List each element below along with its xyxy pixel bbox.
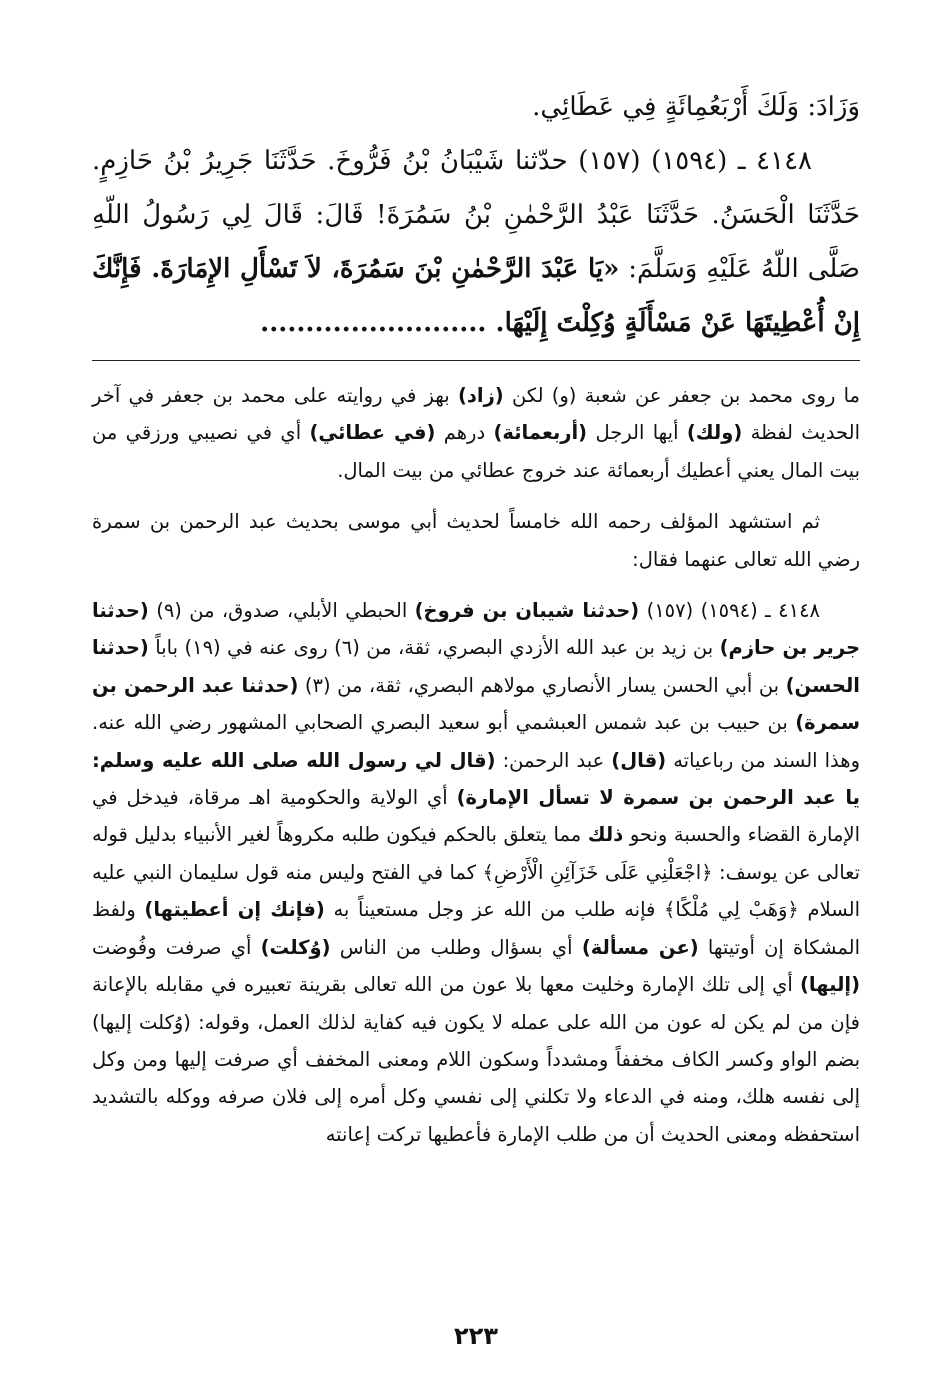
commentary-text-run: أي صرفت وفُوضت	[92, 935, 261, 959]
commentary-text-run: بن حبيب بن عبد شمس العبشمي أبو سعيد البصري الصحابي المشهور رضي الله عنه. وهذا السند من رباعياته	[92, 711, 860, 772]
commentary-bold-run: (عن مسألة)	[581, 935, 699, 959]
footnote-divider	[92, 360, 860, 361]
commentary-bold-run: (حدثنا عبد الرحمن بن سمرة)	[92, 673, 860, 735]
commentary-bold-run: (زاد)	[457, 384, 504, 407]
commentary-bold-run: (حدثنا شيبان بن فروخ)	[414, 599, 640, 623]
commentary-text-run: بن أبي الحسن يسار الأنصاري مولاهم البصري، ثقة، من (٣)	[298, 673, 786, 697]
hadith-chain-text: ٤١٤٨ ـ (١٥٩٤) (١٥٧) حدّثنا شَيْبَانُ بْنُ فَرُّوخَ. حَدَّثَنَا جَرِيرُ بْنُ حَازِمٍ. حَدَّثَنَا الْحَسَنُ. حَدَّثَنَا عَبْدُ الرَّحْمٰنِ بْنُ سَمُرَةَ! قَالَ: قَالَ لِي رَسُولُ اللّهِ صَلَّى اللّهُ عَلَيْهِ وَسَلَّمَ:	[92, 146, 860, 284]
page-number: ٢٢٣	[454, 1322, 498, 1350]
hadith-prophetic-saying: «يَا عَبْدَ الرَّحْمٰنِ بْنَ سَمُرَةَ، لاَ تَسْأَلِ الإِمَارَةَ. فَإِنَّكَ إِنْ أُعْطِيتَهَا عَنْ مَسْأَلَةٍ وُكِلْتَ إِلَيْهَا. .........................	[92, 254, 860, 338]
commentary-bold-run: (حدثنا الحسن)	[92, 636, 860, 697]
hadith-matn	[92, 80, 860, 350]
commentary-text-run: ثم استشهد المؤلف رحمه الله خامساً لحديث أبي موسى بحديث عبد الرحمن بن سمرة رضي الله تعالى عنهما فقال:	[92, 510, 860, 571]
commentary-text-run: درهم	[435, 421, 494, 445]
commentary-text-run: مما يتعلق بالحكم فيكون طلبه مكروهاً لغير الأنبياء بدليل قوله تعالى عن يوسف: ﴿اجْعَلْنِي عَلَى خَزَآئِنِ الْأَرْضِ﴾ كما في الفتح وليس منه قول سليمان النبي عليه السلام ﴿وَهَبْ لِي مُلْكًا﴾ فإنه طلب من الله عز وجل مستعيناً به	[92, 823, 860, 922]
commentary-text-run: ولفظ المشكاة إن أوتيتها	[92, 898, 861, 959]
commentary-text-run: عبد الرحمن:	[495, 748, 612, 772]
commentary-text-run: أي إلى تلك الإمارة وخليت معها بلا عون من الله تعالى بقرينة تعبيره في مقابله بالإعانة فإن من لم يكن له عون من الله على عمله لا يكون فيه كفاية لذلك العمل، وقوله: (وُكلت إليها) بضم الواو وكسر الكاف مخففاً ومشدداً وسكون اللام ومعنى المخفف أي صرفت إليها ومن وكل إلى نفسه هلك، ومنه في الدعاء ولا تكلني إلى نفسي وكل أمره إلى فلان صرفه ووكله بالتشديد استحفظه ومعنى الحديث أن من طلب الإمارة فأعطيها تركت إعانته	[92, 973, 860, 1146]
hadith-text-block	[92, 80, 860, 350]
commentary-bold-run: (قال لي رسول الله صلى الله عليه وسلم: يا عبد الرحمن بن سمرة لا تسأل الإمارة)	[92, 748, 860, 810]
commentary-bold-run: (حدثنا جرير بن حازم)	[92, 599, 861, 660]
commentary-bold-run: (إليها)	[800, 973, 860, 997]
commentary-paragraph-2	[92, 503, 860, 578]
commentary-text-run: أي بسؤال وطلب من الناس	[330, 935, 582, 959]
commentary-paragraph-1	[92, 377, 860, 489]
commentary-text-run: بهز في روايته على محمد بن جعفر في آخر الحديث لفظة	[92, 384, 861, 445]
commentary-paragraph-3	[92, 592, 860, 1153]
commentary-text-run: ٤١٤٨ ـ (١٥٩٤) (١٥٧)	[639, 599, 821, 623]
commentary-bold-run: (في عطائي)	[309, 421, 436, 445]
commentary-text-run: أي في نصيبي ورزقي من بيت المال يعني أعطيك أربعمائة عند خروج عطائي من بيت المال.	[92, 421, 860, 482]
commentary-text-run: أيها الرجل	[587, 421, 687, 445]
commentary-text-run: الحبطي الأبلي، صدوق، من (٩)	[148, 599, 415, 623]
commentary-bold-run: (وُكلت)	[260, 935, 331, 959]
hadith-paragraph	[92, 134, 860, 350]
commentary-bold-run: (أربعمائة)	[493, 421, 588, 445]
commentary-text-run: أي الولاية والحكومية اهـ مرقاة، فيدخل في الإمارة القضاء والحسبة ونحو	[92, 786, 860, 847]
commentary-bold-run: (قال)	[611, 748, 667, 772]
commentary-text-run: بن زيد بن عبد الله الأزدي البصري، ثقة، من (٦) روى عنه في (١٩) باباً	[148, 636, 720, 660]
commentary-bold-run: (ولك)	[686, 421, 743, 445]
commentary-bold-run: ذلك	[587, 823, 624, 847]
commentary-block	[92, 377, 860, 1153]
commentary-text-run: ما روى محمد بن جعفر عن شعبة (و) لكن	[503, 384, 860, 407]
commentary-bold-run: (فإنك إن أعطيتها)	[144, 898, 325, 922]
hadith-lead-line: وَزَادَ: وَلَكَ أَرْبَعُمِائَةٍ فِي عَطَائِي.	[532, 92, 860, 122]
